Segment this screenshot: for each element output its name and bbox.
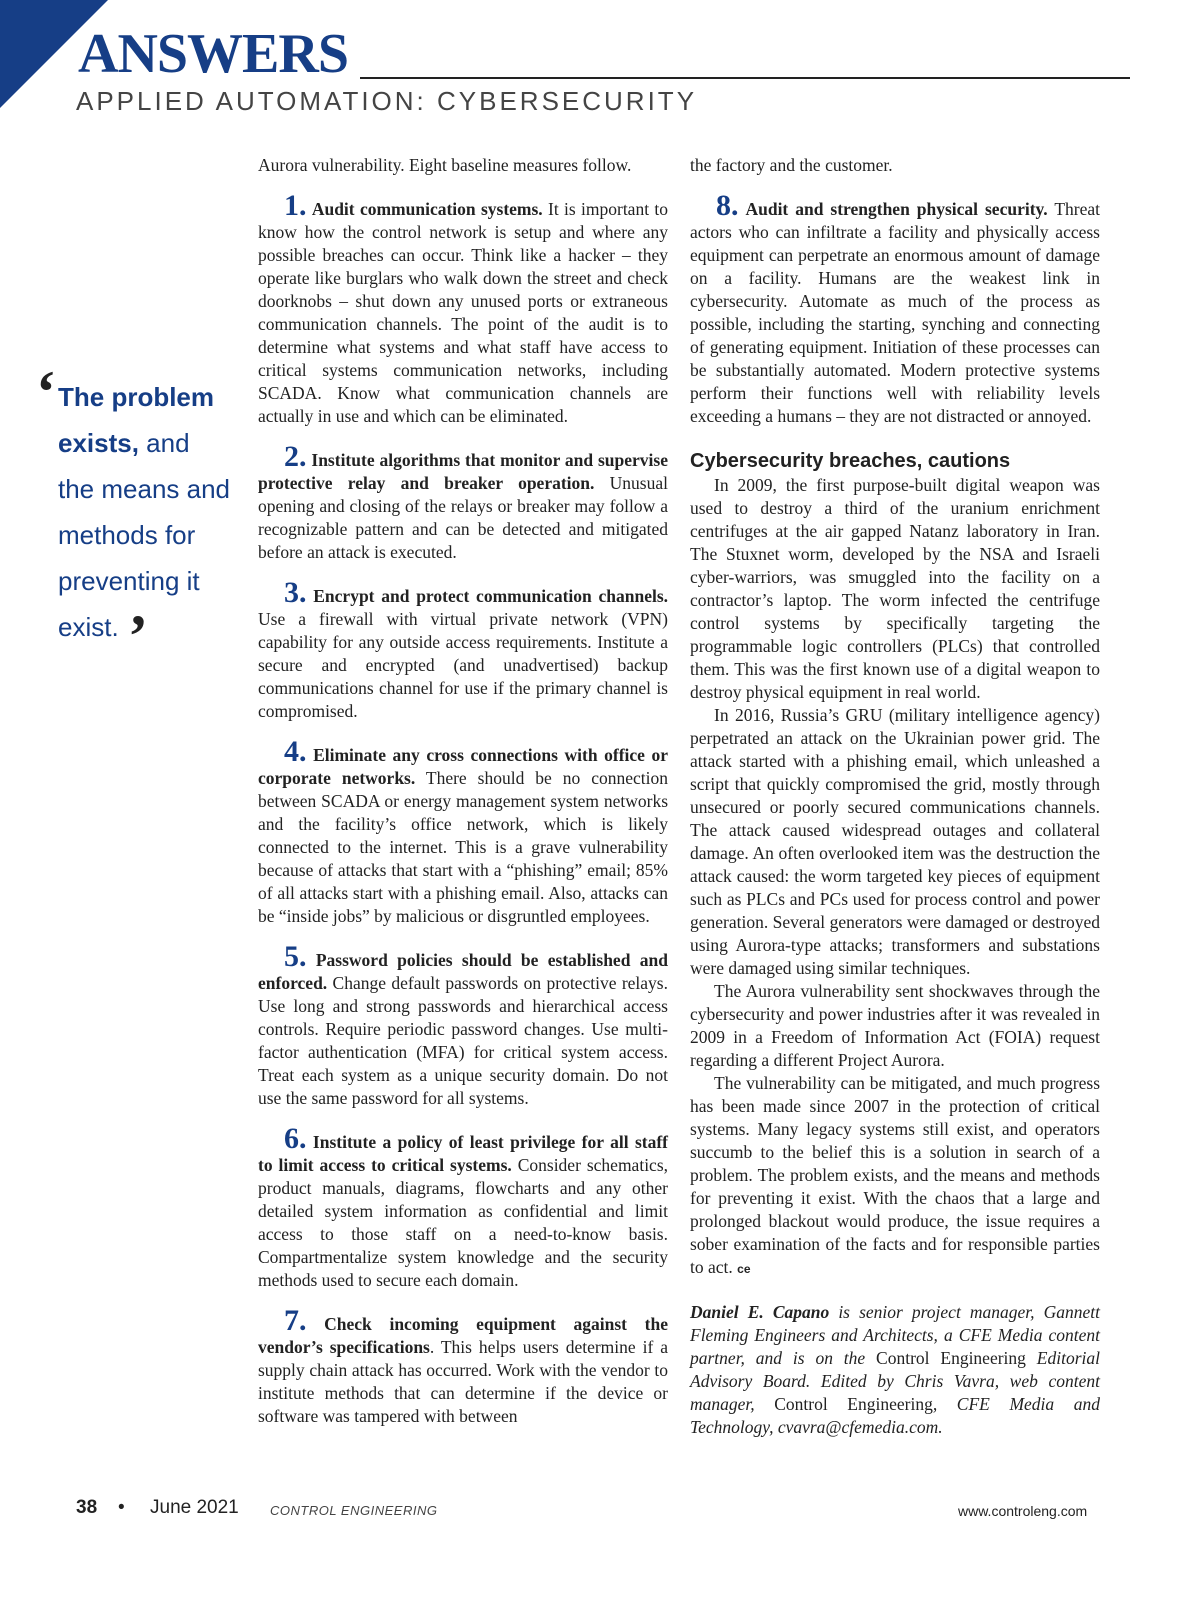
pull-quote <box>58 374 248 650</box>
open-quote-mark: ‘ <box>36 359 56 425</box>
header-rule <box>360 77 1130 79</box>
pull-quote-text-2: the means and <box>58 474 231 504</box>
measure-3: 3. Encrypt and protect communication channels. Use a firewall with virtual private network (VPN) capability for any outside access requirements. Institute a secure and encrypted (and unadvertised) backup communications channel for use if the primary channel is compromised. <box>258 576 669 721</box>
pull-quote-text-1: and <box>138 428 190 458</box>
author-name: Daniel E. Capano <box>690 1302 830 1322</box>
close-quote-mark: ’ <box>128 603 148 669</box>
measure-5: 5. Password policies should be established and enforced. Change default passwords on protective relays. Use long and strong passwords and hierarchical access controls. Require periodic password changes. Use multi-factor authentication (MFA) for critical system access. Treat each system as a unique security domain. Do not use the same password for all systems. <box>258 940 668 1108</box>
paragraph-stuxnet: In 2009, the first purpose-built digital weapon was used to destroy a third of the uranium enrichment centrifuges at the air gapped Natanz laboratory in Iran. The Stuxnet worm, developed by the NSA and Israeli cyber-warriors, was smuggled into the facility on a contractor’s laptop. The worm infected the centrifuge control systems by specifically targeting the programmable logic controllers (PLCs) that controlled them. This was the first known use of a digital weapon to destroy physical equipment in real world. <box>690 475 1100 702</box>
measure-6: 6. Institute a policy of least privilege for all staff to limit access to critical systems. Consider schematics, product manuals, diagrams, flowcharts and any other detailed system information as confidential and limit access to those staff on a need-to-know basis. Compartmentalize system knowledge and the security methods used to secure each domain. <box>258 1122 669 1290</box>
paragraph-aurora: The Aurora vulnerability sent shockwaves through the cybersecurity and power industries after it was revealed in 2009 in a Freedom of Information Act (FOIA) request regarding a different Project Aurora. <box>690 981 1100 1070</box>
article-column-2 <box>690 154 1100 1439</box>
pull-quote-text-3: methods for <box>58 520 196 550</box>
footer-bullet: • <box>118 1497 125 1518</box>
measure-8: 8. Audit and strengthen physical security. Threat actors who can infiltrate a facility and physically access equipment can perpetrate an enormous amount of damage on a facility. Humans are the weakest link in cybersecurity. Automate as much of the process as possible, including the starting, synching and connecting of generating equipment. Initiation of these processes can be substantially automated. Modern protective systems perform their functions well with reliability levels exceeding a humans – they are not distracted or annoyed. <box>690 189 1100 426</box>
page-number: 38 <box>76 1497 98 1518</box>
measure-4: 4. Eliminate any cross connections with office or corporate networks. There should be no connection between SCADA or energy management system networks and the facility’s office network, which is likely connected to the internet. This is a grave vulnerability because of attacks that start with a “phishing” email; 85% of all attacks start with a phishing email. Also, attacks can be “inside jobs” by malicious or disgruntled employees. <box>258 735 669 926</box>
pull-quote-text-5: exist. <box>58 612 119 642</box>
issue-date: June 2021 <box>150 1497 239 1518</box>
pull-quote-highlight-1: The problem <box>58 382 215 412</box>
paragraph-mitigation: The vulnerability can be mitigated, and much progress has been made since 2007 in the protection of critical systems. Many legacy systems still exist, and operators succumb to the belief this is a solution in search of a problem. The problem exists, and the means and methods for preventing it exist. With the chaos that a large and prolonged blackout would produce, the issue requires a sober examination of the facts and for responsible parties to act. ce <box>690 1073 1100 1277</box>
pull-quote-highlight-2: exists, <box>58 428 139 458</box>
author-bio: Daniel E. Capano is senior project manager, Gannett Fleming Engineers and Architects, a CFE Media content partner, and is on the Control Engineering Editorial Advisory Board. Edited by Chris Vavra, web content manager, Control Engineering, CFE Media and Technology, cvavra@cfemedia.com. <box>690 1302 1100 1437</box>
measure-7: 7. Check incoming equipment against the vendor’s specifications. This helps users determine if a supply chain attack has occurred. Work with the vendor to institute methods that can determine if the device or software was tampered with between <box>258 1304 668 1426</box>
end-mark: ce <box>737 1262 751 1276</box>
paragraph-ukraine: In 2016, Russia’s GRU (military intelligence agency) perpetrated an attack on the Ukrainian power grid. The attack started with a phishing email, which unleashed a script that quickly compromised the grid, mostly through unsecured or poorly secured communications channels. The attack caused widespread outages and collateral damage. An often overlooked item was the destruction the attack caused: the worm targeted key pieces of equipment such as PLCs and PCs used for process control and power generation. Several generators were damaged or destroyed using Aurora-type attacks; transformers and substations were damaged using similar techniques. <box>690 705 1100 978</box>
measure-1: 1. Audit communication systems. It is important to know how the control network is setup and where any possible breaches can occur. Think like a hacker – they operate like burglars who walk down the street and check doorknobs – shut down any unused ports or extraneous communication channels. The point of the audit is to determine what systems and what staff have access to critical systems communication networks, including SCADA. Know what communication channels are actually in use and which can be eliminated. <box>258 189 668 426</box>
article-column-1 <box>258 154 668 1428</box>
measure-2: 2. Institute algorithms that monitor and supervise protective relay and breaker operation. Unusual opening and closing of the relays or breaker may follow a recognizable pattern and can be detected and mitigated before an attack is executed. <box>258 440 668 562</box>
website-url: www.controleng.com <box>958 1503 1088 1519</box>
magazine-name: CONTROL ENGINEERING <box>270 1503 438 1518</box>
column-1-intro: Aurora vulnerability. Eight baseline measures follow. <box>258 155 632 175</box>
section-subtitle: APPLIED AUTOMATION: CYBERSECURITY <box>76 86 698 116</box>
section-title: ANSWERS <box>78 23 348 85</box>
subsection-heading: Cybersecurity breaches, cautions <box>690 450 1011 472</box>
column-2-intro: the factory and the customer. <box>690 155 893 175</box>
pull-quote-text-4: preventing it <box>58 566 200 596</box>
